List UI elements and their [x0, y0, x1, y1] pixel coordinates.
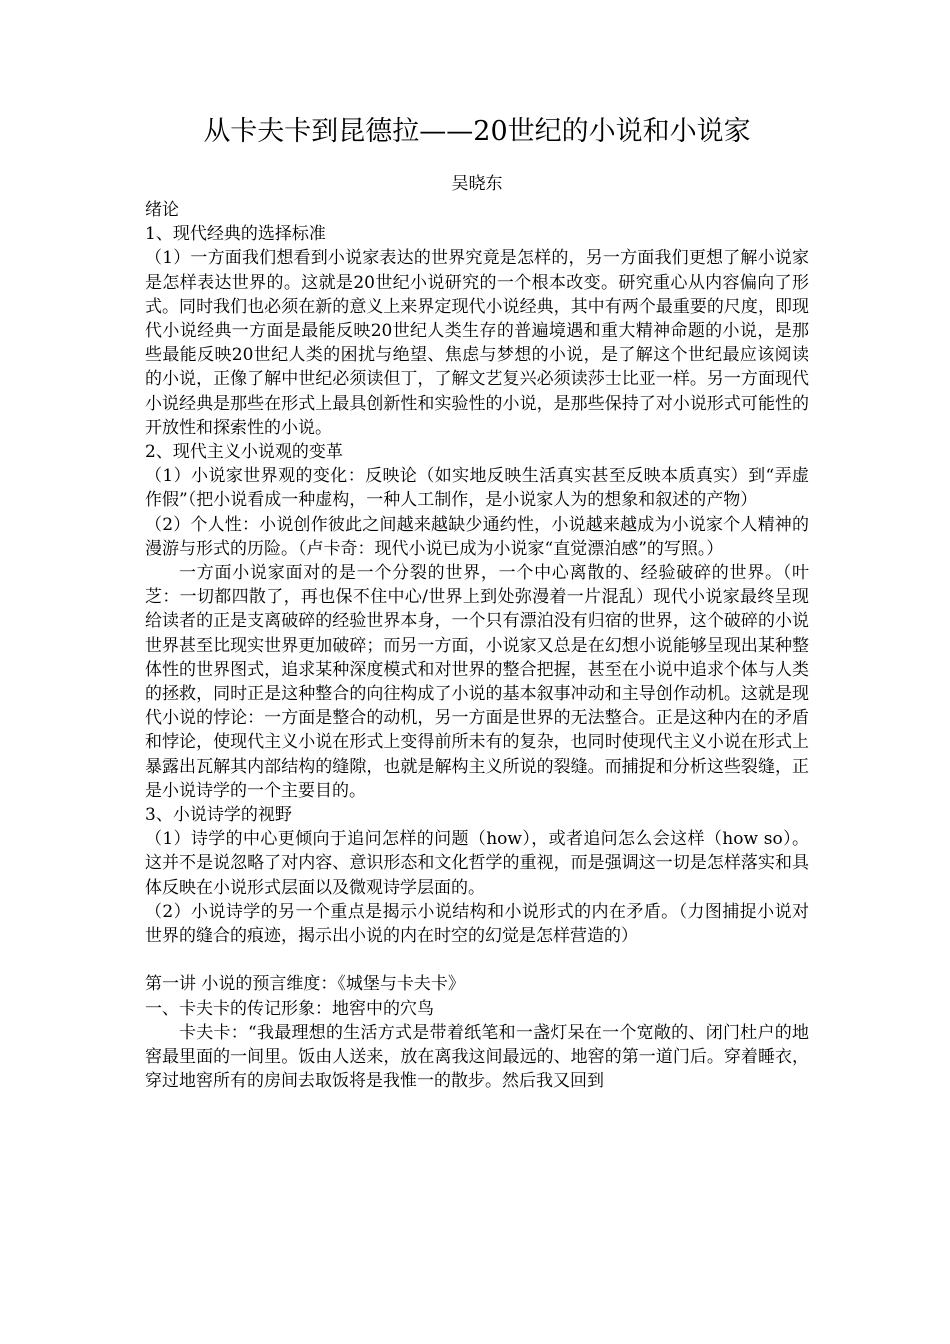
section-3-paragraph-2: （2）小说诗学的另一个重点是揭示小说结构和小说形式的内在矛盾。（力图捕捉小说对世界的缝合的痕迹，揭示出小说的内在时空的幻觉是怎样营造的） — [145, 901, 809, 947]
section-3-heading: 3、小说诗学的视野 — [145, 805, 292, 826]
section-1-paragraph-1: （1）一方面我们想看到小说家表达的世界究竟是怎样的，另一方面我们更想了解小说家是怎样表达世界的。这就是20世纪小说研究的一个根本改变。研究重心从内容偏向了形式。同时我们也必须在新的意义上来界定现代小说经典，其中有两个最重要的尺度，即现代小说经典一方面是最能反映20世纪人类生存的普遍境遇和重大精神命题的小说，是那些最能反映20世纪人类的困扰与绝望、焦虑与梦想的小说，是了解这个世纪最应该阅读的小说，正像了解中世纪必须读但丁，了解文艺复兴必须读莎士比亚一样。另一方面现代小说经典是那些在形式上最具创新性和实验性的小说，是那些保持了对小说形式可能性的开放性和探索性的小说。 — [145, 248, 809, 438]
blank-line — [145, 948, 809, 972]
section-2-paragraph-3: 一方面小说家面对的是一个分裂的世界，一个中心离散的、经验破碎的世界。（叶芝：一切都四散了，再也保不住中心/世界上到处弥漫着一片混乱）现代小说家最终呈现给读者的正是支离破碎的经验世界本身，一个只有漂泊没有归宿的世界，这个破碎的小说世界甚至比现实世界更加破碎；而另一方面，小说家又总是在幻想小说能够呈现出某种整体性的世界图式，追求某种深度模式和对世界的整合把握，甚至在小说中追求个体与人类的拯救，同时正是这种整合的向往构成了小说的基本叙事冲动和主导创作动机。这就是现代小说的悖论：一方面是整合的动机，另一方面是世界的无法整合。正是这种内在的矛盾和悖论，使现代主义小说在形式上变得前所未有的复杂，也同时使现代主义小说在形式上暴露出瓦解其内部结构的缝隙，也就是解构主义所说的裂缝。而捕捉和分析这些裂缝，正是小说诗学的一个主要目的。 — [145, 563, 809, 801]
section-2-paragraph-1: （1）小说家世界观的变化：反映论（如实地反映生活真实甚至反映本质真实）到“弄虚作假”（把小说看成一种虚构，一种人工制作，是小说家人为的想象和叙述的产物） — [145, 466, 809, 511]
section-2-paragraph-2: （2）个人性：小说创作彼此之间越来越缺少通约性，小说越来越成为小说家个人精神的漫游与形式的历险。（卢卡奇：现代小说已成为小说家“直觉漂泊感”的写照。） — [145, 514, 809, 559]
intro-heading: 绪论 — [145, 200, 179, 220]
document-title: 从卡夫卡到昆德拉——20世纪的小说和小说家 — [203, 116, 751, 147]
section-1-heading: 1、现代经典的选择标准 — [145, 224, 326, 245]
document-author: 吴晓东 — [451, 174, 503, 194]
section-3-paragraph-1: （1）诗学的中心更倾向于追问怎样的问题（how），或者追问怎么会这样（how so）。这并不是说忽略了对内容、意识形态和文化哲学的重视，而是强调这一切是怎样落实和具体反映在小说形式层面以及微观诗学层面的。 — [145, 829, 809, 898]
lecture-1-heading: 第一讲 小说的预言维度：《城堡与卡夫卡》 — [145, 974, 465, 995]
document-page — [145, 112, 809, 1093]
lecture-1-paragraph-1: 卡夫卡：“我最理想的生活方式是带着纸笔和一盏灯呆在一个宽敞的、闭门杜户的地窖最里面的一间里。饭由人送来，放在离我这间最远的、地窖的第一道门后。穿着睡衣，穿过地窖所有的房间去取饭将是我惟一的散步。然后我又回到 — [145, 1022, 809, 1092]
section-2-heading: 2、现代主义小说观的变革 — [145, 442, 343, 463]
lecture-1-subheading: 一、卡夫卡的传记形象：地窖中的穴鸟 — [145, 998, 434, 1019]
